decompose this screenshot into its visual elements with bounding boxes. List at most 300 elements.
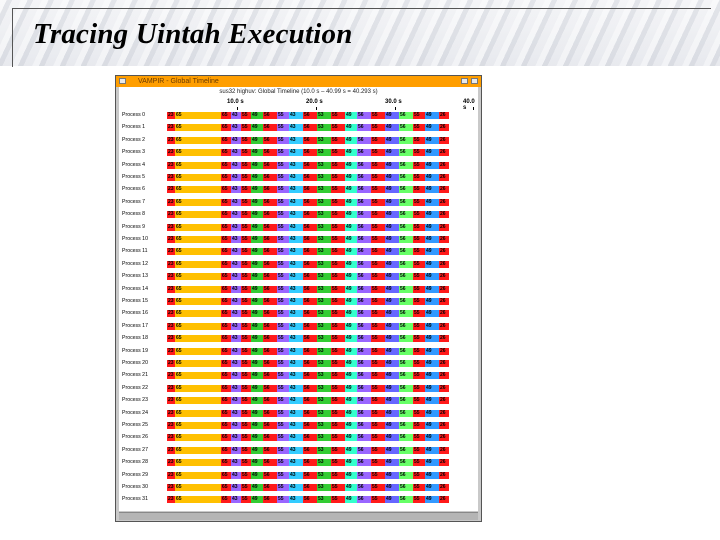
segment-label: 49 (346, 422, 352, 428)
segment-label: 49 (346, 174, 352, 180)
segment-label: 55 (332, 397, 338, 404)
global-timeline-canvas[interactable] (119, 87, 478, 511)
segment-label: 49 (426, 161, 432, 168)
segment-label: 55 (242, 236, 248, 242)
segment-label: 43 (232, 260, 238, 267)
process-label: Process 0 (122, 112, 146, 118)
segment-label: 49 (426, 112, 432, 118)
segment-label: 65 (222, 446, 228, 453)
segment-label: 49 (252, 471, 258, 478)
segment-label: 49 (252, 422, 258, 428)
segment-label: 65 (222, 211, 228, 218)
segment-label: 56 (400, 112, 406, 118)
segment-label: 55 (242, 198, 248, 205)
segment-label: 49 (346, 384, 352, 391)
segment-label: 55 (278, 124, 284, 131)
segment-label: 49 (346, 149, 352, 156)
segment-label: 26 (440, 409, 446, 416)
process-label: Process 5 (122, 174, 146, 180)
segment-label: 56 (400, 161, 406, 168)
segment-label: 49 (386, 124, 392, 131)
process-label: Process 26 (122, 434, 148, 441)
segment-label: 43 (290, 260, 296, 267)
timeline-segment[interactable] (189, 447, 221, 454)
segment-label: 55 (242, 422, 248, 428)
segment-label: 55 (372, 174, 378, 180)
segment-label: 55 (332, 136, 338, 143)
segment-label: 49 (426, 384, 432, 391)
segment-label: 55 (414, 273, 420, 280)
segment-label: 56 (400, 347, 406, 354)
segment-label: 49 (252, 310, 258, 317)
segment-label: 55 (372, 372, 378, 379)
segment-label: 65 (176, 211, 182, 218)
segment-label: 56 (264, 347, 270, 354)
segment-label: 49 (346, 124, 352, 131)
segment-label: 49 (386, 422, 392, 428)
segment-label: 43 (290, 397, 296, 404)
segment-label: 55 (242, 434, 248, 441)
segment-label: 56 (304, 347, 310, 354)
timeline-segment[interactable] (189, 434, 221, 441)
segment-label: 56 (304, 397, 310, 404)
segment-label: 49 (252, 174, 258, 180)
timeline-segment[interactable] (189, 248, 221, 255)
segment-label: 43 (232, 434, 238, 441)
segment-label: 43 (290, 174, 296, 180)
timeline-segment[interactable] (189, 224, 221, 231)
segment-label: 43 (232, 310, 238, 317)
segment-label: 26 (440, 248, 446, 255)
segment-label: 56 (358, 223, 364, 230)
segment-label: 43 (290, 446, 296, 453)
segment-label: 49 (386, 484, 392, 490)
segment-label: 43 (290, 384, 296, 391)
segment-label: 56 (400, 397, 406, 404)
segment-label: 49 (346, 186, 352, 193)
segment-label: 55 (372, 322, 378, 329)
segment-label: 55 (414, 422, 420, 428)
horizontal-scrollbar[interactable] (119, 512, 478, 520)
segment-label: 55 (332, 223, 338, 230)
segment-label: 56 (304, 496, 310, 503)
timeline-segment[interactable] (189, 261, 221, 268)
segment-label: 56 (400, 496, 406, 503)
segment-label: 49 (252, 484, 258, 490)
segment-label: 49 (426, 248, 432, 255)
slide-title: Tracing Uintah Execution (33, 18, 353, 50)
timeline-segment[interactable] (189, 323, 221, 330)
timeline-segment[interactable] (189, 472, 221, 479)
segment-label: 55 (332, 186, 338, 193)
segment-label: 43 (232, 112, 238, 118)
segment-label: 26 (440, 335, 446, 342)
segment-label: 49 (252, 459, 258, 466)
segment-label: 49 (426, 446, 432, 453)
timeline-segment[interactable] (189, 348, 221, 355)
segment-label: 49 (386, 322, 392, 329)
segment-label: 49 (426, 223, 432, 230)
segment-label: 65 (176, 112, 182, 118)
segment-label: 23 (168, 161, 174, 168)
process-label: Process 30 (122, 484, 148, 490)
segment-label: 65 (222, 236, 228, 242)
segment-label: 43 (290, 322, 296, 329)
segment-label: 55 (332, 236, 338, 242)
segment-label: 49 (386, 136, 392, 143)
segment-label: 55 (242, 372, 248, 379)
process-label: Process 21 (122, 372, 148, 379)
segment-label: 55 (372, 310, 378, 317)
segment-label: 55 (242, 496, 248, 503)
segment-label: 56 (304, 434, 310, 441)
segment-label: 56 (264, 446, 270, 453)
segment-label: 55 (332, 372, 338, 379)
process-label: Process 17 (122, 322, 148, 329)
timeline-segment[interactable] (189, 360, 221, 367)
segment-label: 53 (318, 223, 324, 230)
segment-label: 26 (440, 124, 446, 131)
segment-label: 56 (358, 136, 364, 143)
segment-label: 56 (358, 211, 364, 218)
segment-label: 49 (386, 236, 392, 242)
timeline-segment[interactable] (189, 385, 221, 392)
segment-label: 55 (242, 211, 248, 218)
segment-label: 55 (278, 484, 284, 490)
segment-label: 49 (386, 459, 392, 466)
segment-label: 56 (400, 372, 406, 379)
segment-label: 23 (168, 124, 174, 131)
vampir-window[interactable] (115, 75, 482, 522)
segment-label: 49 (346, 496, 352, 503)
segment-label: 23 (168, 285, 174, 292)
segment-label: 65 (176, 248, 182, 255)
segment-label: 49 (346, 223, 352, 230)
segment-label: 49 (386, 310, 392, 317)
segment-label: 55 (372, 446, 378, 453)
segment-label: 56 (358, 112, 364, 118)
segment-label: 23 (168, 198, 174, 205)
segment-label: 55 (242, 310, 248, 317)
segment-label: 49 (426, 422, 432, 428)
segment-label: 49 (386, 248, 392, 255)
timeline-segment[interactable] (189, 422, 221, 429)
segment-label: 26 (440, 372, 446, 379)
segment-label: 55 (372, 360, 378, 366)
timeline-segment[interactable] (189, 199, 221, 206)
segment-label: 65 (222, 397, 228, 404)
segment-label: 56 (400, 124, 406, 131)
timeline-segment[interactable] (189, 496, 221, 503)
segment-label: 53 (318, 322, 324, 329)
segment-label: 55 (332, 112, 338, 118)
segment-label: 65 (222, 459, 228, 466)
segment-label: 53 (318, 409, 324, 416)
segment-label: 26 (440, 471, 446, 478)
window-menu-button[interactable] (119, 78, 126, 84)
timeline-segment[interactable] (189, 186, 221, 193)
segment-label: 43 (290, 335, 296, 342)
segment-label: 53 (318, 186, 324, 193)
segment-label: 49 (252, 248, 258, 255)
segment-label: 53 (318, 248, 324, 255)
segment-label: 49 (386, 260, 392, 267)
segment-label: 53 (318, 124, 324, 131)
segment-label: 56 (264, 223, 270, 230)
segment-label: 56 (358, 260, 364, 267)
segment-label: 65 (176, 422, 182, 428)
segment-label: 49 (346, 298, 352, 304)
segment-label: 56 (304, 471, 310, 478)
segment-label: 49 (426, 397, 432, 404)
segment-label: 49 (386, 347, 392, 354)
segment-label: 55 (332, 335, 338, 342)
segment-label: 65 (176, 384, 182, 391)
segment-label: 53 (318, 484, 324, 490)
segment-label: 56 (264, 434, 270, 441)
segment-label: 43 (232, 322, 238, 329)
process-label: Process 20 (122, 360, 148, 366)
segment-label: 56 (304, 298, 310, 304)
segment-label: 55 (332, 459, 338, 466)
segment-label: 49 (252, 285, 258, 292)
segment-label: 43 (290, 273, 296, 280)
segment-label: 55 (414, 161, 420, 168)
window-titlebar[interactable] (116, 76, 481, 87)
segment-label: 65 (222, 198, 228, 205)
segment-label: 55 (332, 409, 338, 416)
segment-label: 55 (278, 360, 284, 366)
segment-label: 43 (232, 471, 238, 478)
segment-label: 49 (426, 459, 432, 466)
process-label: Process 22 (122, 384, 148, 391)
segment-label: 56 (400, 335, 406, 342)
timeline-segment[interactable] (189, 112, 221, 119)
timeline-segment[interactable] (189, 372, 221, 379)
segment-label: 56 (304, 422, 310, 428)
segment-label: 43 (232, 459, 238, 466)
timeline-segment[interactable] (189, 397, 221, 404)
segment-label: 23 (168, 298, 174, 304)
process-label: Process 28 (122, 459, 148, 466)
segment-label: 43 (290, 124, 296, 131)
segment-label: 56 (400, 484, 406, 490)
timeline-segment[interactable] (189, 273, 221, 280)
segment-label: 55 (332, 322, 338, 329)
segment-label: 56 (400, 248, 406, 255)
segment-label: 23 (168, 260, 174, 267)
segment-label: 49 (426, 273, 432, 280)
segment-label: 55 (372, 347, 378, 354)
segment-label: 65 (176, 471, 182, 478)
segment-label: 65 (222, 496, 228, 503)
timeline-segment[interactable] (189, 298, 221, 305)
segment-label: 55 (332, 484, 338, 490)
segment-label: 56 (400, 446, 406, 453)
segment-label: 23 (168, 248, 174, 255)
segment-label: 49 (252, 298, 258, 304)
segment-label: 56 (304, 211, 310, 218)
segment-label: 56 (264, 198, 270, 205)
segment-label: 65 (222, 372, 228, 379)
segment-label: 43 (290, 347, 296, 354)
segment-label: 55 (332, 347, 338, 354)
time-tick-label: 40.0 s (463, 99, 475, 111)
process-label: Process 11 (122, 248, 148, 255)
segment-label: 26 (440, 434, 446, 441)
process-label: Process 29 (122, 471, 148, 478)
segment-label: 55 (242, 136, 248, 143)
segment-label: 56 (304, 112, 310, 118)
segment-label: 43 (232, 285, 238, 292)
segment-label: 55 (372, 409, 378, 416)
segment-label: 55 (414, 322, 420, 329)
slide-banner (0, 0, 720, 66)
segment-label: 43 (232, 236, 238, 242)
segment-label: 53 (318, 310, 324, 317)
timeline-segment[interactable] (189, 124, 221, 131)
segment-label: 43 (232, 496, 238, 503)
segment-label: 56 (304, 260, 310, 267)
segment-label: 49 (346, 236, 352, 242)
segment-label: 65 (176, 149, 182, 156)
segment-label: 26 (440, 347, 446, 354)
segment-label: 43 (232, 446, 238, 453)
segment-label: 49 (252, 335, 258, 342)
timeline-segment[interactable] (189, 286, 221, 293)
segment-label: 49 (252, 112, 258, 118)
segment-label: 55 (332, 161, 338, 168)
segment-label: 55 (414, 446, 420, 453)
timeline-segment[interactable] (189, 310, 221, 317)
segment-label: 56 (400, 459, 406, 466)
segment-label: 43 (290, 434, 296, 441)
segment-label: 65 (222, 484, 228, 490)
segment-label: 49 (386, 384, 392, 391)
segment-label: 55 (332, 124, 338, 131)
timeline-segment[interactable] (189, 410, 221, 417)
segment-label: 55 (372, 236, 378, 242)
segment-label: 55 (372, 298, 378, 304)
segment-label: 43 (290, 422, 296, 428)
segment-label: 56 (358, 174, 364, 180)
segment-label: 55 (242, 471, 248, 478)
timeline-segment[interactable] (189, 149, 221, 156)
segment-label: 23 (168, 211, 174, 218)
segment-label: 49 (426, 409, 432, 416)
segment-label: 65 (222, 149, 228, 156)
segment-label: 65 (222, 347, 228, 354)
segment-label: 55 (278, 372, 284, 379)
segment-label: 55 (278, 186, 284, 193)
segment-label: 56 (304, 310, 310, 317)
timeline-segment[interactable] (189, 335, 221, 342)
segment-label: 56 (358, 248, 364, 255)
segment-label: 55 (278, 285, 284, 292)
segment-label: 56 (400, 174, 406, 180)
segment-label: 23 (168, 223, 174, 230)
timeline-segment[interactable] (189, 236, 221, 243)
segment-label: 56 (304, 372, 310, 379)
segment-label: 55 (414, 285, 420, 292)
segment-label: 55 (414, 260, 420, 267)
segment-label: 49 (252, 409, 258, 416)
timeline-segment[interactable] (189, 459, 221, 466)
segment-label: 56 (304, 484, 310, 490)
segment-label: 55 (278, 149, 284, 156)
segment-label: 49 (252, 446, 258, 453)
timeline-segment[interactable] (189, 174, 221, 181)
segment-label: 56 (264, 136, 270, 143)
segment-label: 56 (400, 360, 406, 366)
timeline-segment[interactable] (189, 162, 221, 169)
segment-label: 49 (346, 446, 352, 453)
segment-label: 55 (332, 285, 338, 292)
segment-label: 55 (332, 149, 338, 156)
segment-label: 53 (318, 273, 324, 280)
segment-label: 55 (332, 273, 338, 280)
segment-label: 49 (426, 347, 432, 354)
segment-label: 49 (426, 198, 432, 205)
segment-label: 55 (332, 471, 338, 478)
segment-label: 26 (440, 459, 446, 466)
segment-label: 26 (440, 285, 446, 292)
segment-label: 43 (290, 484, 296, 490)
segment-label: 55 (414, 112, 420, 118)
segment-label: 23 (168, 372, 174, 379)
segment-label: 55 (372, 422, 378, 428)
segment-label: 55 (332, 198, 338, 205)
time-tick-label: 10.0 s (227, 99, 244, 105)
segment-label: 56 (358, 409, 364, 416)
segment-label: 56 (358, 124, 364, 131)
segment-label: 56 (400, 236, 406, 242)
segment-label: 53 (318, 285, 324, 292)
segment-label: 65 (176, 484, 182, 490)
segment-label: 56 (264, 484, 270, 490)
segment-label: 49 (386, 372, 392, 379)
segment-label: 53 (318, 446, 324, 453)
segment-label: 49 (346, 434, 352, 441)
timeline-segment[interactable] (189, 137, 221, 144)
segment-label: 65 (222, 285, 228, 292)
minimize-button[interactable] (461, 78, 468, 84)
segment-label: 49 (346, 372, 352, 379)
segment-label: 56 (400, 211, 406, 218)
maximize-button[interactable] (471, 78, 478, 84)
segment-label: 49 (346, 409, 352, 416)
segment-label: 55 (332, 360, 338, 366)
segment-label: 65 (176, 186, 182, 193)
segment-label: 49 (386, 335, 392, 342)
segment-label: 65 (176, 322, 182, 329)
segment-label: 53 (318, 149, 324, 156)
timeline-segment[interactable] (189, 484, 221, 491)
segment-label: 26 (440, 298, 446, 304)
segment-label: 55 (278, 211, 284, 218)
segment-label: 65 (222, 360, 228, 366)
segment-label: 56 (264, 459, 270, 466)
segment-label: 65 (222, 422, 228, 428)
segment-label: 56 (304, 149, 310, 156)
segment-label: 56 (304, 285, 310, 292)
segment-label: 55 (372, 384, 378, 391)
segment-label: 49 (386, 434, 392, 441)
segment-label: 55 (372, 198, 378, 205)
timeline-segment[interactable] (189, 211, 221, 218)
segment-label: 26 (440, 273, 446, 280)
segment-label: 56 (400, 310, 406, 317)
